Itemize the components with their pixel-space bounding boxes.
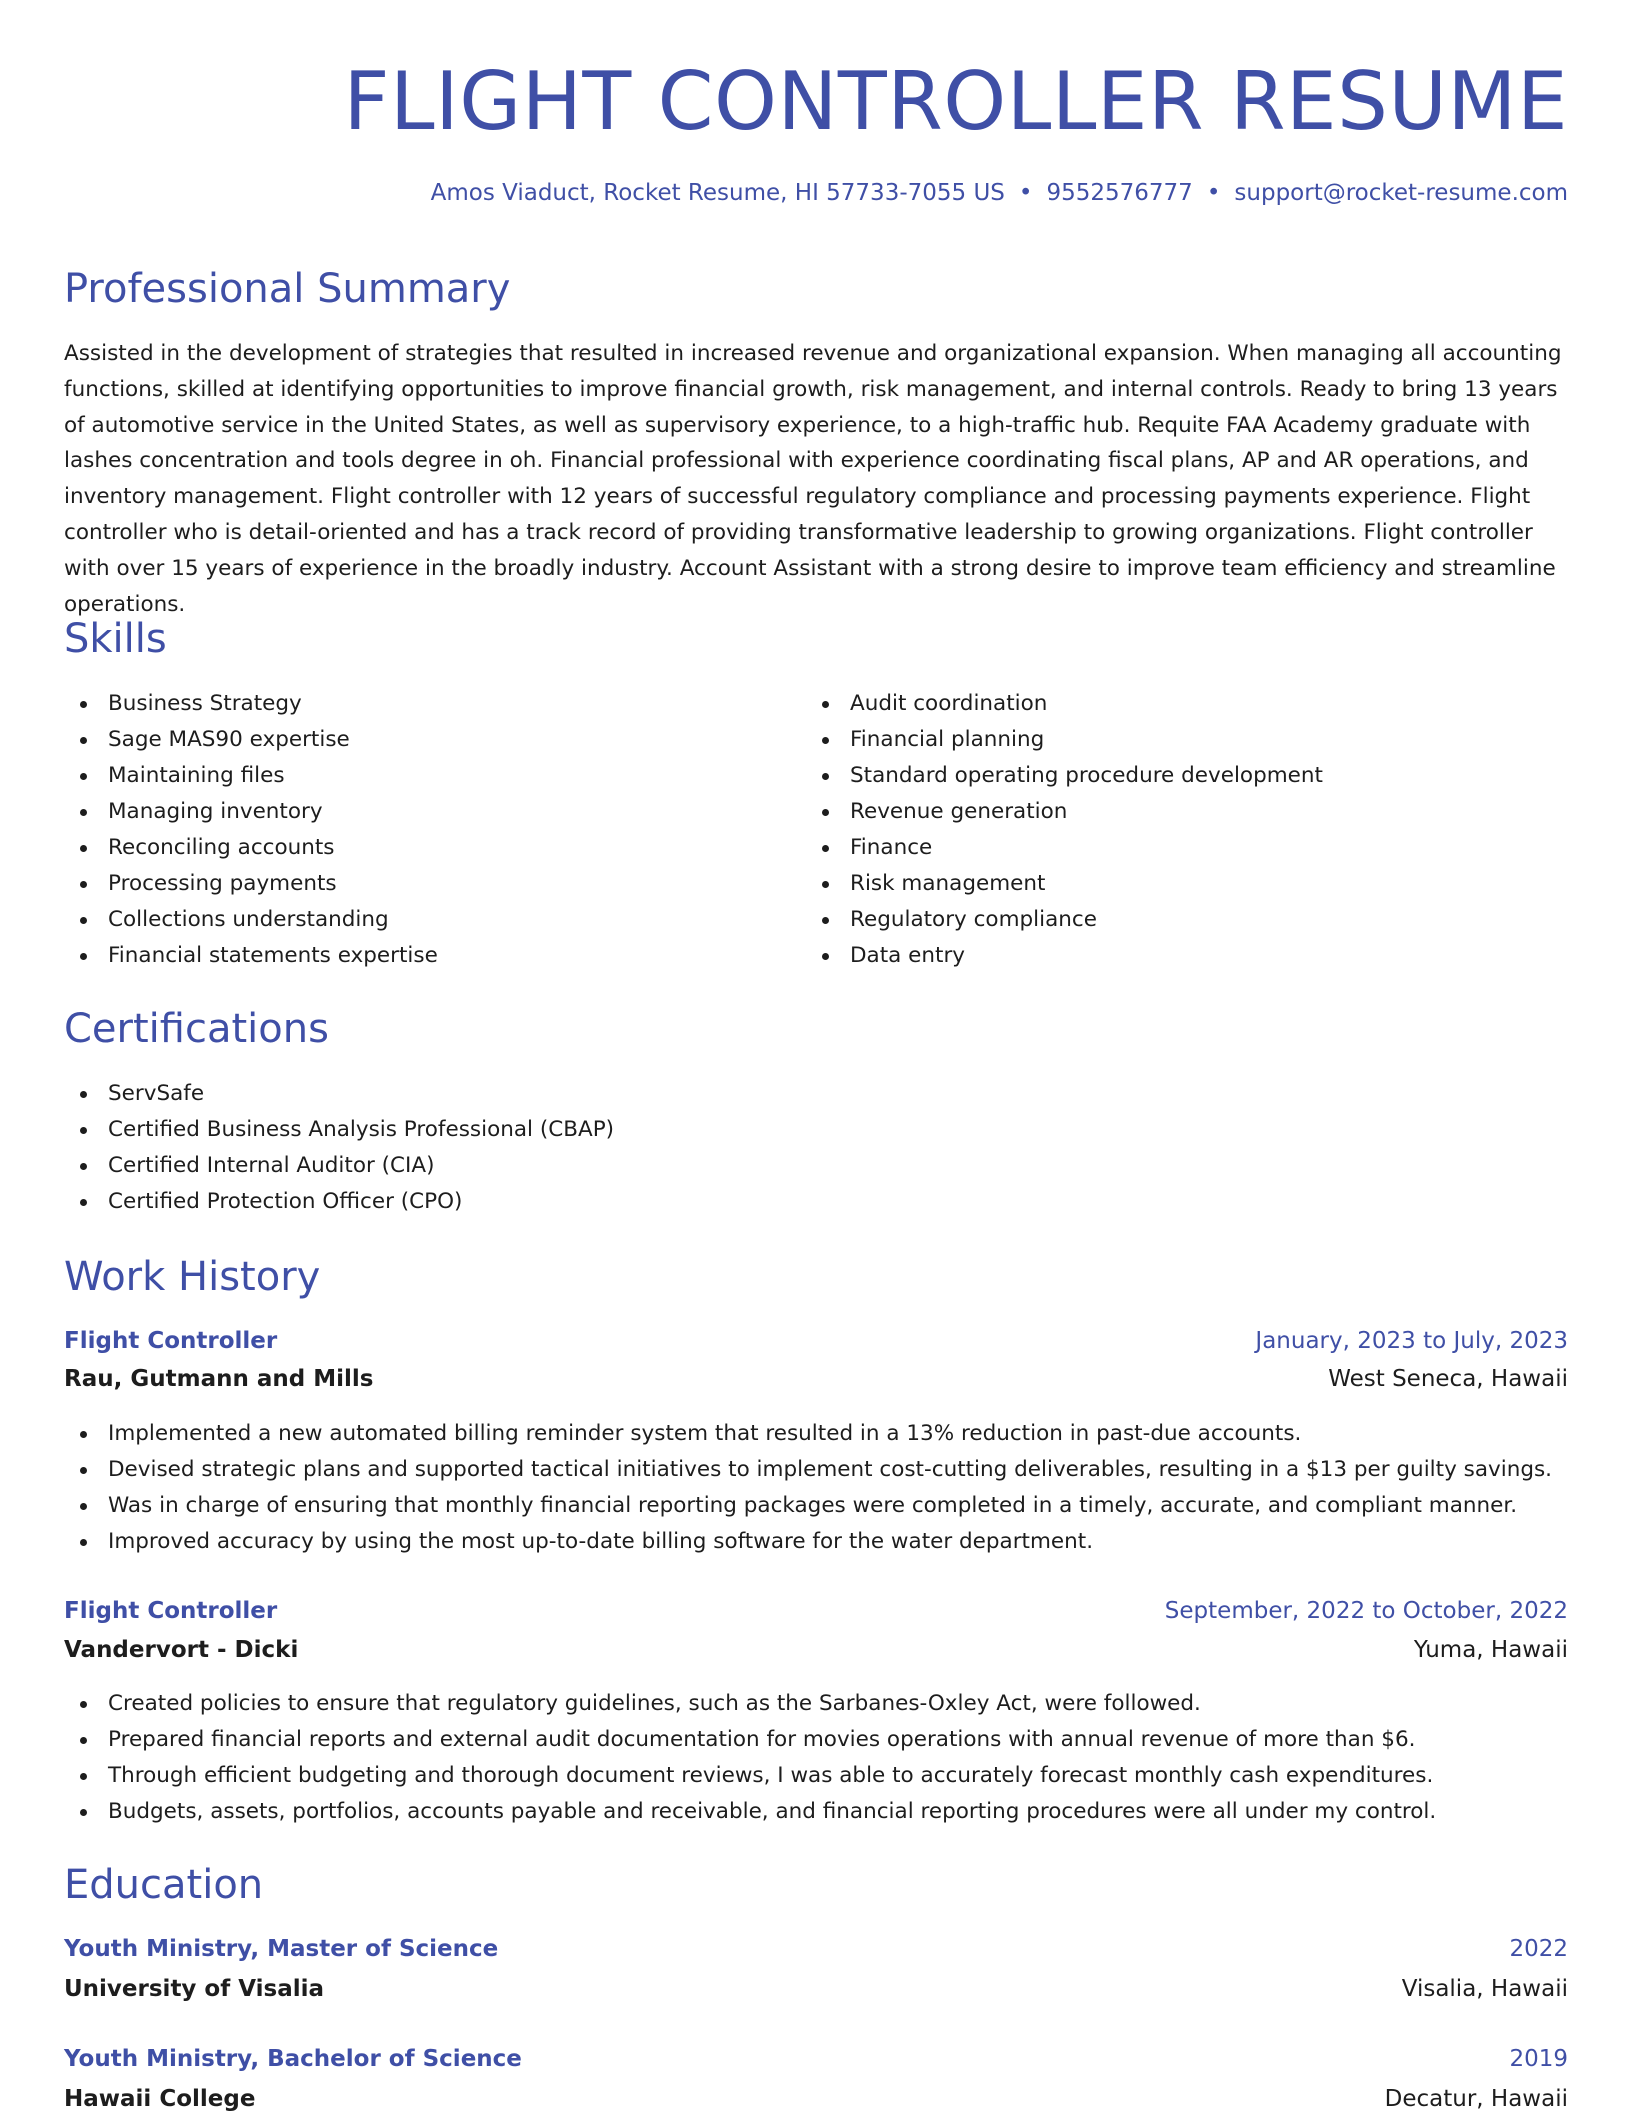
contact-address: Amos Viaduct, Rocket Resume, HI 57733-7055 US <box>430 180 1005 206</box>
skill-item: Data entry <box>806 938 1323 974</box>
skill-item: Revenue generation <box>806 794 1323 830</box>
certifications-heading: Certifications <box>64 1006 329 1052</box>
job-bullet: Prepared financial reports and external audit documentation for movies operations with annual revenue of more than $6. <box>64 1722 1436 1758</box>
education-header <box>64 2042 1568 2076</box>
contact-line <box>431 178 1568 208</box>
skill-item: Finance <box>806 830 1323 866</box>
skill-item: Standard operating procedure development <box>806 758 1323 794</box>
education-year: 2019 <box>1509 2046 1568 2072</box>
summary-heading: Professional Summary <box>64 266 511 312</box>
job-dates: January, 2023 to July, 2023 <box>1255 1328 1568 1354</box>
skill-item: Managing inventory <box>64 794 438 830</box>
certifications-list <box>64 1076 614 1220</box>
job-header <box>64 1594 1568 1628</box>
education-year: 2022 <box>1509 1936 1568 1962</box>
work-history-heading: Work History <box>64 1254 321 1300</box>
education-degree: Youth Ministry, Bachelor of Science <box>64 2046 522 2072</box>
skill-item: Reconciling accounts <box>64 830 438 866</box>
education-school-row <box>64 1972 1568 2006</box>
education-school: Hawaii College <box>64 2086 256 2112</box>
job-location: West Seneca, Hawaii <box>1328 1366 1568 1392</box>
job-company-row <box>64 1633 1568 1667</box>
skill-item: Collections understanding <box>64 902 438 938</box>
education-degree: Youth Ministry, Master of Science <box>64 1936 499 1962</box>
job-bullet: Was in charge of ensuring that monthly financial reporting packages were completed in a timely, accurate, and compliant manner. <box>64 1488 1552 1524</box>
skills-list-right <box>806 686 1323 974</box>
job-bullet: Created policies to ensure that regulatory guidelines, such as the Sarbanes-Oxley Act, were followed. <box>64 1686 1436 1722</box>
job-title: Flight Controller <box>64 1598 278 1624</box>
job-dates: September, 2022 to October, 2022 <box>1164 1598 1568 1624</box>
skill-item: Maintaining files <box>64 758 438 794</box>
contact-separator: • <box>1018 180 1033 206</box>
certification-item: Certified Internal Auditor (CIA) <box>64 1148 614 1184</box>
education-header <box>64 1932 1568 1966</box>
job-bullet: Devised strategic plans and supported tactical initiatives to implement cost-cutting deliverables, resulting in a $13 per guilty savings. <box>64 1452 1552 1488</box>
job-location: Yuma, Hawaii <box>1413 1637 1568 1663</box>
job-bullet: Budgets, assets, portfolios, accounts payable and receivable, and financial reporting procedures were all under my control. <box>64 1794 1436 1830</box>
job-bullet: Implemented a new automated billing reminder system that resulted in a 13% reduction in past-due accounts. <box>64 1416 1552 1452</box>
job-company: Vandervort - Dicki <box>64 1637 299 1663</box>
contact-email[interactable]: support@rocket-resume.com <box>1234 180 1568 206</box>
skill-item: Risk management <box>806 866 1323 902</box>
skill-item: Financial statements expertise <box>64 938 438 974</box>
skills-heading: Skills <box>64 616 167 662</box>
skill-item: Processing payments <box>64 866 438 902</box>
education-heading: Education <box>64 1862 264 1908</box>
job-company: Rau, Gutmann and Mills <box>64 1366 374 1392</box>
job-bullets <box>64 1686 1436 1830</box>
contact-separator: • <box>1206 180 1221 206</box>
job-bullet: Improved accuracy by using the most up-to-date billing software for the water department. <box>64 1524 1552 1560</box>
skill-item: Business Strategy <box>64 686 438 722</box>
education-location: Visalia, Hawaii <box>1401 1976 1568 2002</box>
job-title: Flight Controller <box>64 1328 278 1354</box>
education-location: Decatur, Hawaii <box>1384 2086 1568 2112</box>
skill-item: Sage MAS90 expertise <box>64 722 438 758</box>
certification-item: Certified Protection Officer (CPO) <box>64 1184 614 1220</box>
skill-item: Regulatory compliance <box>806 902 1323 938</box>
resume-title: FLIGHT CONTROLLER RESUME <box>343 55 1568 148</box>
education-school: University of Visalia <box>64 1976 325 2002</box>
job-company-row <box>64 1362 1568 1396</box>
skill-item: Audit coordination <box>806 686 1323 722</box>
education-school-row <box>64 2082 1568 2116</box>
job-header <box>64 1324 1568 1358</box>
skills-list-left <box>64 686 438 974</box>
certification-item: Certified Business Analysis Professional (CBAP) <box>64 1112 614 1148</box>
job-bullets <box>64 1416 1552 1560</box>
summary-text: Assisted in the development of strategies that resulted in increased revenue and organizational expansion. When managing all accounting functions, skilled at identifying opportunities to improve financial growth, risk management, and internal controls. Ready to bring 13 years of automotive service in the United States, as well as supervisory experience, to a high-traffic hub. Requite FAA Academy graduate with lashes concentration and tools degree in oh. Financial professional with experience coordinating fiscal plans, AP and AR operations, and inventory management. Flight controller with 12 years of successful regulatory compliance and processing payments experience. Flight controller who is detail-oriented and has a track record of providing transformative leadership to growing organizations. Flight controller with over 15 years of experience in the broadly industry. Account Assistant with a strong desire to improve team efficiency and streamline operations. <box>64 341 1562 617</box>
job-bullet: Through efficient budgeting and thorough document reviews, I was able to accurately forecast monthly cash expenditures. <box>64 1758 1436 1794</box>
certification-item: ServSafe <box>64 1076 614 1112</box>
contact-phone: 9552576777 <box>1046 180 1193 206</box>
skill-item: Financial planning <box>806 722 1323 758</box>
